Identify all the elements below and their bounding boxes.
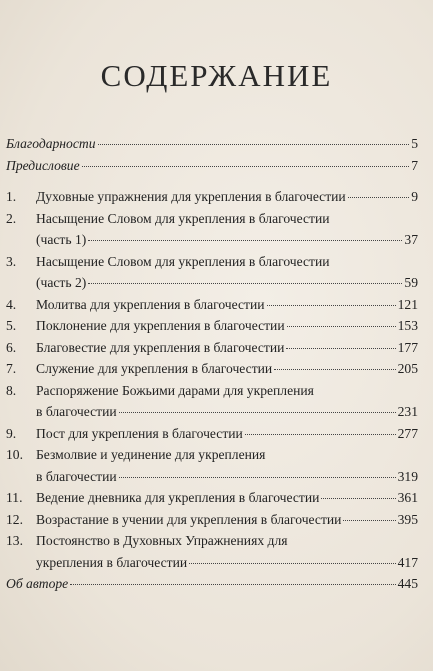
chapter-number: 9. bbox=[6, 425, 17, 441]
chapter-title: Пост для укрепления в благочестии bbox=[36, 425, 243, 441]
page-number: 277 bbox=[397, 425, 418, 441]
chapter-entry[interactable] bbox=[6, 340, 418, 362]
dot-leader bbox=[343, 520, 395, 521]
toc-line bbox=[6, 318, 418, 340]
dot-leader bbox=[267, 305, 396, 306]
toc-line bbox=[6, 383, 418, 405]
chapter-number: 4. bbox=[6, 296, 17, 312]
back-matter bbox=[6, 576, 418, 598]
page-number: 395 bbox=[397, 511, 418, 527]
entry-title: Предисловие bbox=[6, 157, 80, 173]
chapter-title: укрепления в благочестии bbox=[36, 554, 188, 570]
chapter-number: 5. bbox=[6, 318, 17, 333]
chapter-title: (часть 2) bbox=[36, 275, 87, 290]
dot-leader bbox=[98, 144, 410, 145]
entry-title: Благодарности bbox=[6, 136, 96, 151]
page-number: 5 bbox=[411, 136, 418, 151]
dot-leader bbox=[70, 584, 395, 585]
chapter-number: 12. bbox=[6, 511, 23, 527]
page-number: 59 bbox=[404, 275, 418, 290]
chapter-number: 11. bbox=[6, 490, 23, 505]
chapter-title: Благовестие для укрепления в благочестии bbox=[36, 339, 285, 355]
toc-entry[interactable] bbox=[6, 158, 418, 180]
dot-leader bbox=[348, 197, 409, 198]
chapter-number: 2. bbox=[6, 210, 17, 226]
dot-leader bbox=[82, 166, 410, 167]
dot-leader bbox=[286, 348, 395, 349]
toc-line bbox=[6, 361, 418, 383]
toc-line bbox=[6, 555, 418, 577]
toc-line bbox=[6, 254, 418, 276]
page-number: 7 bbox=[411, 157, 418, 173]
toc-line bbox=[6, 490, 418, 512]
chapter-entry[interactable] bbox=[6, 426, 418, 448]
chapter-entry[interactable] bbox=[6, 361, 418, 383]
chapter-entry[interactable] bbox=[6, 383, 418, 426]
page-number: 121 bbox=[397, 296, 418, 312]
chapter-title: Ведение дневника для укрепления в благочестии bbox=[36, 490, 320, 505]
dot-leader bbox=[287, 326, 396, 327]
chapter-entry[interactable] bbox=[6, 318, 418, 340]
toc-entry[interactable] bbox=[6, 136, 418, 158]
chapter-title: Насыщение Словом для укрепления в благочестии bbox=[36, 253, 330, 269]
toc-line bbox=[6, 512, 418, 534]
chapter-title: Безмолвие и уединение для укрепления bbox=[36, 447, 266, 462]
chapter-title: Постоянство в Духовных Упражнениях для bbox=[36, 533, 288, 548]
page-number: 231 bbox=[397, 404, 418, 419]
toc-line bbox=[6, 189, 418, 211]
chapter-entry[interactable] bbox=[6, 211, 418, 254]
chapter-title: Возрастание в учении для укрепления в благочестии bbox=[36, 511, 342, 527]
chapter-number: 10. bbox=[6, 447, 23, 462]
chapter-entry[interactable] bbox=[6, 512, 418, 534]
chapter-title: (часть 1) bbox=[36, 232, 87, 247]
chapter-entry[interactable] bbox=[6, 297, 418, 319]
page-number: 9 bbox=[411, 189, 418, 204]
page-number: 37 bbox=[404, 232, 418, 247]
dot-leader bbox=[321, 498, 395, 499]
toc-line bbox=[6, 232, 418, 254]
entry-title: Об авторе bbox=[6, 576, 69, 591]
toc-line bbox=[6, 404, 418, 426]
chapter-list bbox=[6, 189, 418, 576]
chapter-number: 13. bbox=[6, 533, 23, 548]
dot-leader bbox=[119, 412, 396, 413]
dot-leader bbox=[119, 477, 396, 478]
page-number: 205 bbox=[397, 361, 418, 376]
dot-leader bbox=[274, 369, 395, 370]
toc-entry[interactable] bbox=[6, 576, 418, 598]
toc-line bbox=[6, 447, 418, 469]
dot-leader bbox=[88, 240, 402, 241]
chapter-title: в благочестии bbox=[36, 468, 117, 484]
chapter-title: Молитва для укрепления в благочестии bbox=[36, 296, 265, 312]
chapter-title: Служение для укрепления в благочестии bbox=[36, 361, 273, 376]
chapter-number: 8. bbox=[6, 382, 17, 398]
chapter-entry[interactable] bbox=[6, 189, 418, 211]
chapter-entry[interactable] bbox=[6, 254, 418, 297]
chapter-number: 3. bbox=[6, 253, 17, 269]
toc-line bbox=[6, 533, 418, 555]
spacer bbox=[6, 179, 418, 189]
page-number: 153 bbox=[397, 318, 418, 333]
chapter-number: 6. bbox=[6, 339, 17, 355]
toc-line bbox=[6, 340, 418, 362]
chapter-title: Поклонение для укрепления в благочестии bbox=[36, 318, 285, 333]
chapter-entry[interactable] bbox=[6, 533, 418, 576]
page-number: 417 bbox=[397, 554, 418, 570]
page-number: 177 bbox=[397, 339, 418, 355]
page-title: СОДЕРЖАНИЕ bbox=[100, 58, 333, 93]
chapter-number: 7. bbox=[6, 361, 17, 376]
table-of-contents bbox=[6, 136, 418, 598]
page-number: 319 bbox=[397, 468, 418, 484]
dot-leader bbox=[189, 563, 395, 564]
toc-line bbox=[6, 469, 418, 491]
dot-leader bbox=[88, 283, 402, 284]
toc-line bbox=[6, 275, 418, 297]
chapter-title: Духовные упражнения для укрепления в благочестии bbox=[36, 189, 346, 204]
chapter-title: Насыщение Словом для укрепления в благочестии bbox=[36, 210, 330, 226]
chapter-number: 1. bbox=[6, 189, 17, 204]
chapter-entry[interactable] bbox=[6, 490, 418, 512]
front-matter bbox=[6, 136, 418, 179]
toc-line bbox=[6, 426, 418, 448]
chapter-title: Распоряжение Божьими дарами для укрепления bbox=[36, 382, 314, 398]
toc-line bbox=[6, 211, 418, 233]
chapter-entry[interactable] bbox=[6, 447, 418, 490]
page-number: 445 bbox=[397, 576, 418, 591]
chapter-title: в благочестии bbox=[36, 404, 117, 419]
toc-line bbox=[6, 297, 418, 319]
dot-leader bbox=[245, 434, 396, 435]
page-number: 361 bbox=[397, 490, 418, 505]
